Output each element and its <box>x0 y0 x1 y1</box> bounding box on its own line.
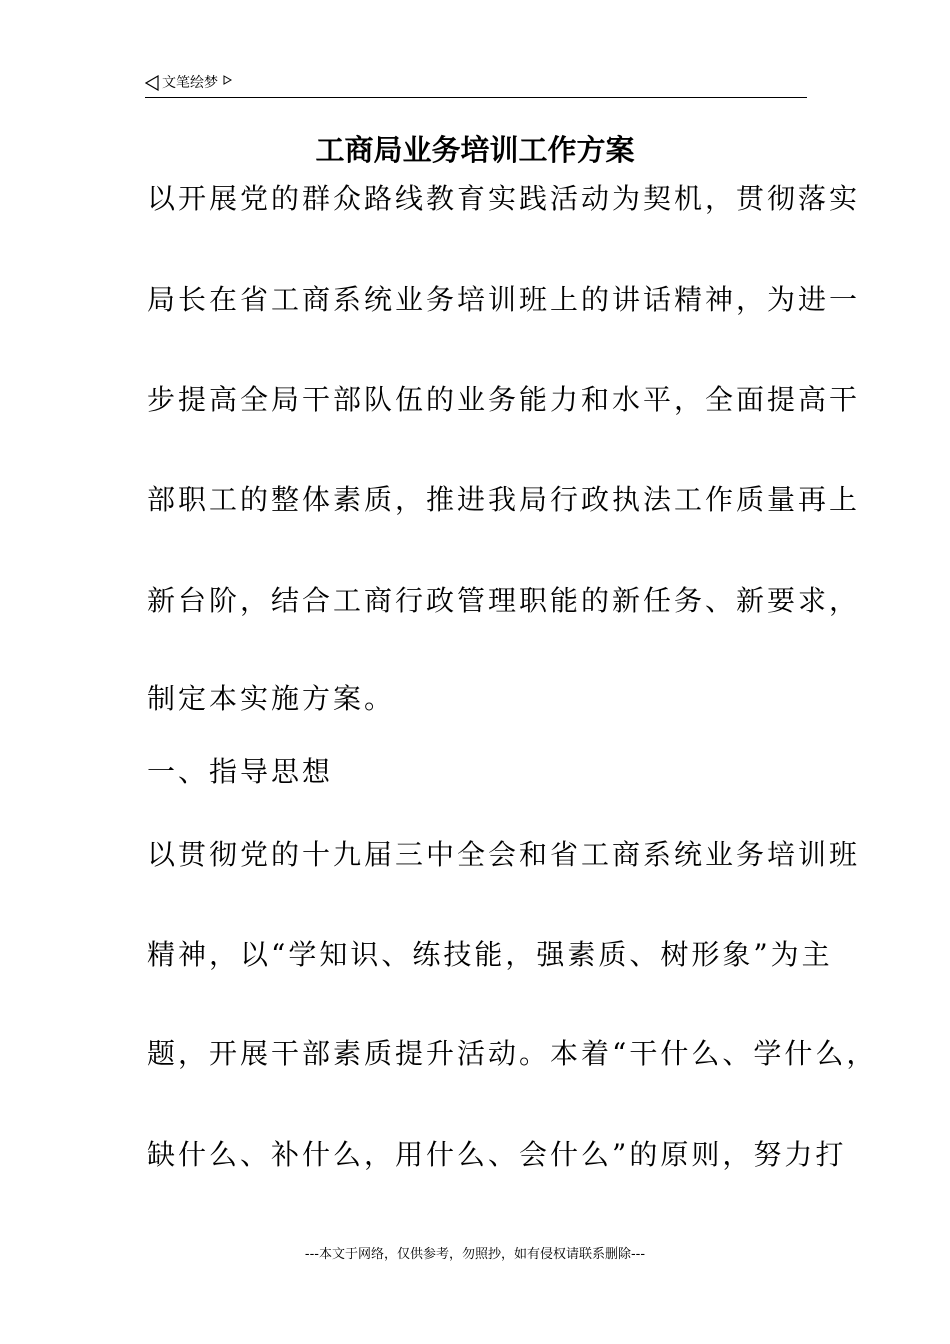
page-header <box>145 72 807 98</box>
triangle-right-icon <box>223 75 232 85</box>
header-text: 文笔绘梦 <box>162 75 218 91</box>
body-line: 新台阶，结合工商行政管理职能的新任务、新要求， <box>147 584 861 617</box>
section-heading: 一、指导思想 <box>147 755 334 788</box>
triangle-left-icon <box>145 75 159 91</box>
body-line: 以贯彻党的十九届三中全会和省工商系统业务培训班 <box>147 838 861 871</box>
body-line: 局长在省工商系统业务培训班上的讲话精神，为进一 <box>147 283 861 316</box>
body-line: 以开展党的群众路线教育实践活动为契机，贯彻落实 <box>147 182 861 215</box>
document-title: 工商局业务培训工作方案 <box>315 133 635 167</box>
body-line: 缺什么、补什么，用什么、会什么”的原则，努力打 <box>147 1138 847 1171</box>
body-line: 步提高全局干部队伍的业务能力和水平，全面提高干 <box>147 383 861 416</box>
body-line: 部职工的整体素质，推进我局行政执法工作质量再上 <box>147 483 861 516</box>
page-footer: ---本文于网络，仅供参考，勿照抄，如有侵权请联系删除--- <box>304 1247 646 1262</box>
body-line: 题，开展干部素质提升活动。本着“干什么、学什么， <box>147 1037 878 1070</box>
body-line: 制定本实施方案。 <box>147 682 396 715</box>
header-label <box>145 74 232 92</box>
body-line: 精神，以“学知识、练技能，强素质、树形象”为主 <box>147 938 833 971</box>
